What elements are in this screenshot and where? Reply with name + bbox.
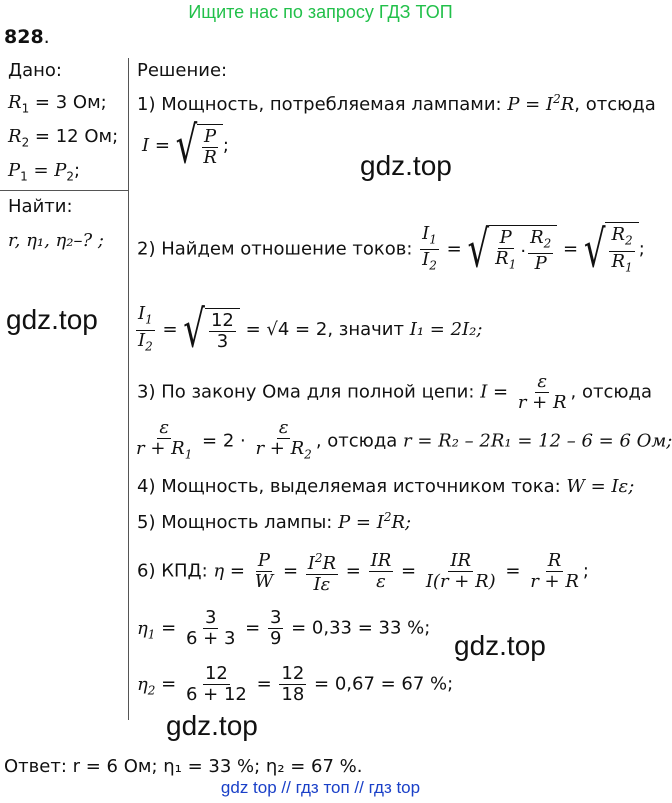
problem-number-value: 828 — [4, 26, 44, 48]
search-banner: Ищите нас по запросу ГДЗ ТОП — [188, 2, 453, 22]
given-title: Дано: — [8, 60, 62, 81]
given-r1 — [8, 92, 107, 116]
problem-number — [4, 26, 50, 48]
solution-title: Решение: — [137, 60, 228, 81]
column-divider — [128, 58, 129, 720]
find-title: Найти: — [8, 196, 73, 217]
step-1-current: I = √ $\frac{P}{R}$ ; — [142, 116, 229, 176]
find-line: r, η₁, η₂–? ; — [8, 230, 104, 251]
step-2-result: $\frac{I_1}{I_2}$ = √ $\frac{12}{3}$ = √4 = 2, значит I₁ = 2I₂; — [138, 300, 483, 361]
given-r1-index: 1 — [21, 101, 30, 116]
step-3: 3) По закону Ома для полной цепи: I = $\frac{\varepsilon}{r + R}$ , отсюда — [137, 371, 652, 413]
watermark: gdz.top — [166, 710, 258, 741]
given-divider — [0, 190, 128, 191]
eta-2: $\eta_2$ = $\frac{12}{6 + 12}$ = $\frac{12}{18}$ = 0,67 = 67 %; — [137, 663, 454, 705]
eta-1: $\eta_1$ = $\frac{3}{6 + 3}$ = $\frac{3}{9}$ = 0,33 = 33 %; — [137, 607, 431, 649]
step-2: 2) Найдем отношение токов: $\frac{I_1}{I_2}$ = √ $\frac{P}{R_1}$ · $\frac{R_2}{P}$ = √ $\frac{R_2}{R_1}$ ; — [137, 219, 645, 280]
step-4-formula: W = Iε; — [566, 476, 635, 497]
given-r1-symbol: R — [8, 92, 22, 113]
footer-links[interactable]: gdz top // гдз топ // гдз top — [220, 778, 421, 797]
eta-1-value: 0,33 = 33 %; — [311, 617, 431, 639]
step-5: 5) Мощность лампы: $P = I^2R$; — [137, 510, 412, 533]
step-4 — [137, 476, 634, 497]
step-6: 6) КПД: η = $\frac{P}{W}$ = $\frac{I^2R}{I\varepsilon}$ = $\frac{IR}{\varepsilon}$ = $\frac{IR}{I(r + R)}$ = $\frac{R}{r + R}$ ; — [137, 550, 589, 595]
given-p2-symbol: = P — [27, 160, 67, 181]
given-p2-index: 2 — [66, 169, 75, 184]
current-relation: I₁ = 2I₂; — [409, 319, 483, 341]
given-p — [8, 160, 80, 184]
step-2-text: 2) Найдем отношение токов: — [137, 238, 413, 260]
step-3-equation: $\frac{\varepsilon}{r + R_1}$ = 2 · $\frac{\varepsilon}{r + R_2}$ , отсюда r = R₂ – 2R₁ = 12 – 6 = 6 Ом; — [136, 417, 672, 462]
eta-2-value: 0,67 = 67 %; — [334, 673, 454, 695]
given-r2-value: = 12 Ом; — [29, 126, 119, 147]
step-3-tail: , отсюда — [570, 381, 652, 403]
sqrt4-value: = √4 = 2, — [245, 319, 334, 341]
given-p1-index: 1 — [20, 169, 28, 184]
given-r1-value: = 3 Ом; — [29, 92, 107, 113]
step-5-text: 5) Мощность лампы: — [137, 512, 333, 533]
answer: Ответ: r = 6 Ом; η₁ = 33 %; η₂ = 67 %. — [4, 756, 363, 777]
step-1-formula: $P = I^2R$ — [507, 92, 575, 115]
step-1-tail: , отсюда — [574, 94, 656, 115]
step-4-text: 4) Мощность, выделяемая источником тока: — [137, 476, 561, 497]
step-3-text: 3) По закону Ома для полной цепи: — [137, 381, 475, 403]
given-r2-symbol: R — [8, 126, 22, 147]
step-6-text: 6) КПД: — [137, 560, 208, 582]
watermark: gdz.top — [360, 150, 452, 181]
given-p-end: ; — [74, 160, 81, 181]
watermark: gdz.top — [454, 630, 546, 661]
step-1-text: 1) Мощность, потребляемая лампами: — [137, 94, 502, 115]
step-3b-tail: отсюда — [327, 430, 398, 452]
given-r2-index: 2 — [21, 135, 30, 150]
step-1 — [137, 92, 656, 115]
watermark: gdz.top — [6, 304, 98, 335]
given-r2 — [8, 126, 118, 150]
given-p1-symbol: P — [8, 160, 21, 181]
step-3-result: r = R₂ – 2R₁ = 12 – 6 = 6 Ом; — [403, 430, 672, 452]
problem-number-dot: . — [43, 26, 50, 48]
step-2-tail: значит — [338, 319, 404, 341]
